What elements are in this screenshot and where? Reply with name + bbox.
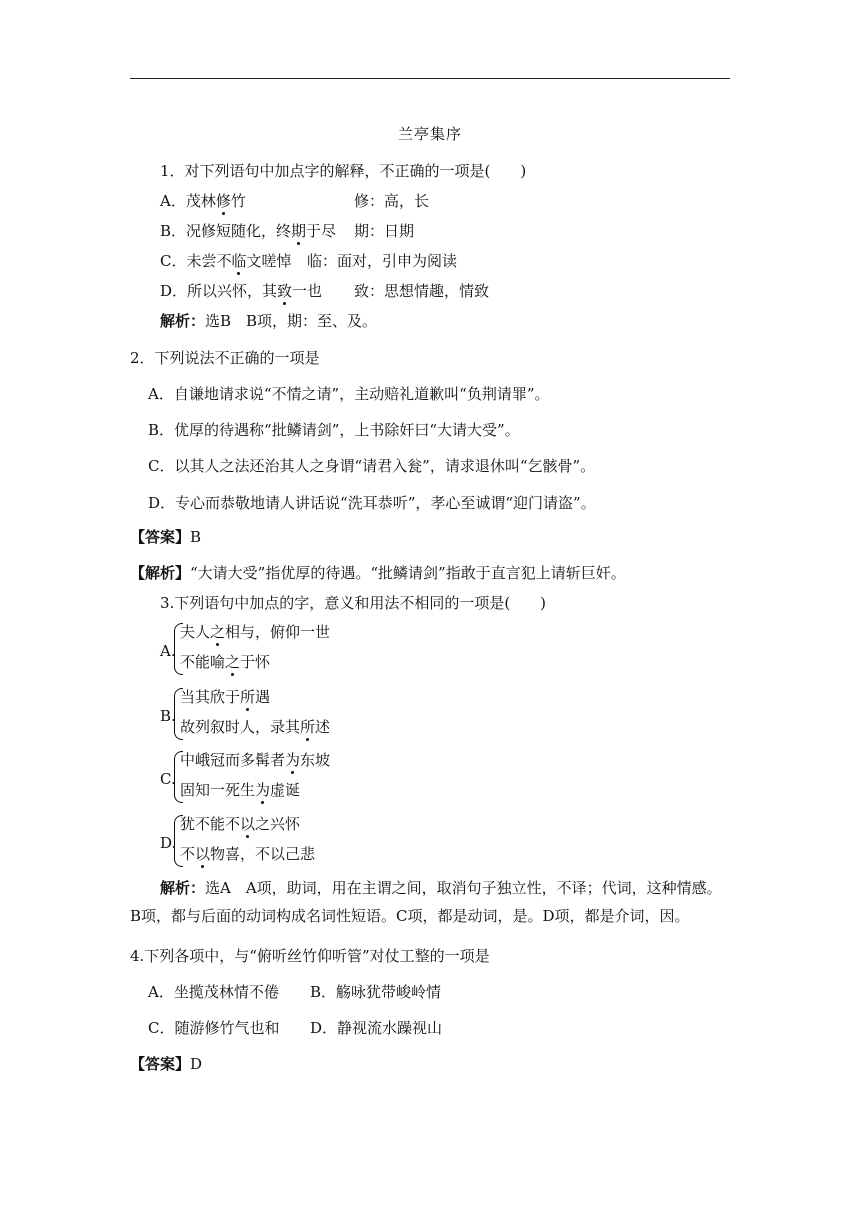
emphasis-dot: 期 — [291, 222, 307, 240]
q1-option-d: D．所以兴怀，其致一也 — [160, 282, 323, 300]
q2-option-c: C．以其人之法还治其人之身谓“请君入瓮”，请求退休叫“乞骸骨”。 — [148, 457, 596, 475]
q1-option-b: B．况修短随化，终期于尽 — [160, 222, 337, 240]
q2-option-a: A．自谦地请求说“不情之请”，主动赔礼道歉叫“负荆请罪”。 — [148, 385, 550, 403]
q3-option-c-line1: 中峨冠而多髯者为东坡 — [180, 751, 331, 769]
emphasis-dot: 以 — [195, 845, 211, 863]
q3-analysis: 解析：选A A项，助词，用在主谓之间，取消句子独立性，不译；代词，这种情感。 — [160, 879, 722, 897]
q4-option-a: A．坐揽茂林情不倦 — [148, 983, 279, 1001]
q4-option-d: D．静视流水躁视山 — [310, 1019, 443, 1037]
q2-answer: 【答案】B — [130, 528, 202, 546]
q2-option-b: B．优厚的待遇称“批鳞请剑”，上书除奸曰“大请大受”。 — [148, 421, 520, 439]
q4-stem: 4.下列各项中，与“俯听丝竹仰听管”对仗工整的一项是 — [130, 947, 490, 965]
q3-option-a-line2: 不能喻之于怀 — [180, 653, 271, 671]
q1-option-a-explain: 修：高，长 — [354, 192, 430, 210]
emphasis-dot: 临 — [231, 252, 247, 270]
q3-option-b-line1: 当其欣于所遇 — [180, 688, 271, 706]
q3-analysis-cont: B项，都与后面的动词构成名词性短语。C项，都是动词，是。D项，都是介词，因。 — [130, 907, 690, 925]
emphasis-dot: 以 — [240, 815, 256, 833]
q3-option-c-letter: C. — [160, 770, 176, 788]
q3-option-a-line1: 夫人之相与，俯仰一世 — [180, 623, 331, 641]
q3-stem: 3.下列语句中加点的字，意义和用法不相同的一项是( ) — [160, 594, 547, 612]
q1-option-b-explain: 期：日期 — [354, 222, 415, 240]
header-rule — [130, 78, 730, 79]
q1-option-a: A．茂林修竹 — [160, 192, 246, 210]
q2-option-d: D．专心而恭敬地请人讲话说“洗耳恭听”，孝心至诚谓“迎门请盗”。 — [148, 494, 596, 512]
emphasis-dot: 为 — [285, 751, 301, 769]
q4-answer: 【答案】D — [130, 1055, 203, 1073]
q3-option-b-letter: B. — [160, 707, 176, 725]
q3-option-d-line2: 不以物喜，不以己悲 — [180, 845, 316, 863]
emphasis-dot: 所 — [300, 718, 316, 736]
q4-option-c: C．随游修竹气也和 — [148, 1019, 280, 1037]
q3-option-a-letter: A. — [160, 642, 176, 660]
q3-option-d-line1: 犹不能不以之兴怀 — [180, 815, 301, 833]
emphasis-dot: 之 — [225, 653, 241, 671]
emphasis-dot: 致 — [277, 282, 293, 300]
document-title: 兰亭集序 — [397, 125, 462, 143]
q1-option-c: C．未尝不临文嗟悼 — [160, 252, 292, 270]
emphasis-dot: 为 — [255, 781, 271, 799]
q1-option-c-explain: 临：面对，引申为阅读 — [307, 252, 458, 270]
q3-option-d-letter: D. — [160, 834, 177, 852]
emphasis-dot: 修 — [215, 192, 231, 210]
q3-option-b-line2: 故列叙时人，录其所述 — [180, 718, 331, 736]
q2-stem: 2．下列说法不正确的一项是 — [130, 349, 320, 367]
q2-analysis: 【解析】“大请大受”指优厚的待遇。“批鳞请剑”指敢于直言犯上请斩巨奸。 — [130, 564, 626, 582]
q1-stem: 1．对下列语句中加点字的解释，不正确的一项是( ) — [160, 162, 527, 180]
q4-option-b: B．觞咏犹带峻岭情 — [310, 983, 442, 1001]
emphasis-dot: 所 — [240, 688, 256, 706]
emphasis-dot: 之 — [210, 623, 226, 641]
q3-option-c-line2: 固知一死生为虚诞 — [180, 781, 301, 799]
q1-option-d-explain: 致：思想情趣，情致 — [354, 282, 490, 300]
q1-analysis: 解析：选B B项，期：至、及。 — [160, 312, 378, 330]
